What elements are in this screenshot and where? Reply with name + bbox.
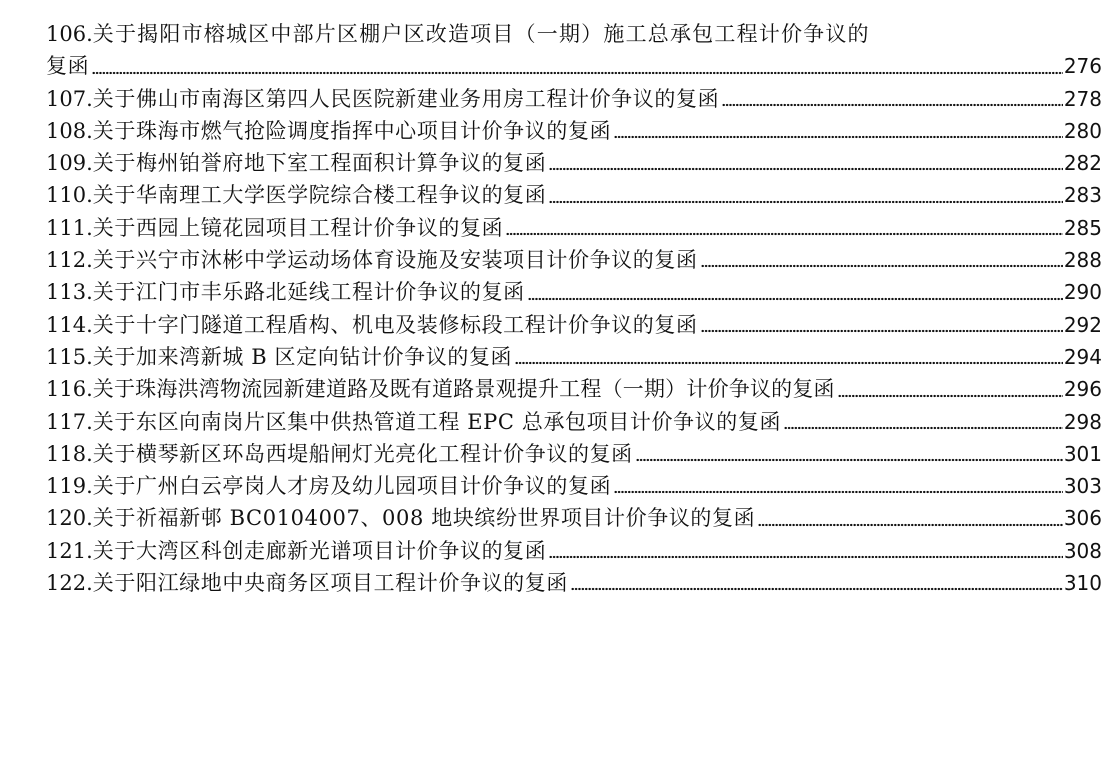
toc-entry-title: 关于江门市丰乐路北延线工程计价争议的复函 [92,280,525,305]
dot-leader [701,264,1063,268]
toc-page-number: 306 [1063,506,1102,531]
toc-entry-116[interactable] [46,373,1102,405]
toc-page-number: 290 [1063,280,1102,305]
toc-entry-number: 118. [46,441,93,466]
toc-entry-121[interactable] [46,535,1102,567]
dot-leader [515,361,1063,365]
toc-entry-number: 119. [46,474,93,499]
toc-entry-title: 关于阳江绿地中央商务区项目工程计价争议的复函 [92,571,568,596]
toc-entry-title: 关于大湾区科创走廊新光谱项目计价争议的复函 [92,538,547,563]
toc-entry-113[interactable] [46,276,1102,308]
dot-leader [636,458,1063,462]
dot-leader [549,200,1062,204]
toc-entry-122[interactable] [46,567,1102,599]
toc-page-number: 310 [1063,571,1102,596]
dot-leader [549,167,1062,171]
toc-page-number: 288 [1063,248,1102,273]
toc-entry-title: 关于西园上镜花园项目工程计价争议的复函 [92,215,504,240]
toc-entry-number: 117. [46,409,93,434]
toc-entry-number: 122. [46,571,93,596]
toc-entry-title: 关于横琴新区环岛西堤船闸灯光亮化工程计价争议的复函 [92,441,633,466]
toc-entry-number: 116. [46,377,93,402]
toc-entry-title: 关于东区向南岗片区集中供热管道工程 EPC 总承包项目计价争议的复函 [92,409,782,434]
toc-entry-number: 113. [46,280,93,305]
dot-leader [838,394,1063,398]
dot-leader [528,297,1063,301]
dot-leader [506,232,1063,236]
toc-entry-111[interactable] [46,212,1102,244]
table-of-contents [46,18,1102,599]
toc-entry-114[interactable] [46,309,1102,341]
toc-entry-number: 110. [46,183,93,208]
dot-leader [549,555,1062,559]
toc-entry-number: 107. [46,86,93,111]
toc-entry-117[interactable] [46,406,1102,438]
toc-page-number: 301 [1063,441,1102,466]
toc-entry-120[interactable] [46,502,1102,534]
toc-page-number: 303 [1063,474,1102,499]
toc-entry-108[interactable] [46,115,1102,147]
dot-leader [758,523,1063,527]
dot-leader [614,490,1063,494]
toc-entry-title: 关于祈福新邨 BC0104007、008 地块缤纷世界项目计价争议的复函 [92,506,756,531]
toc-entry-title: 关于揭阳市榕城区中部片区棚户区改造项目（一期）施工总承包工程计价争议的 [92,22,870,46]
toc-entry-number: 115. [46,344,93,369]
toc-page-number: 278 [1063,86,1102,111]
toc-entry-115[interactable] [46,341,1102,373]
dot-leader [722,103,1063,107]
toc-entry-number: 121. [46,538,93,563]
dot-leader [701,329,1063,333]
dot-leader [784,426,1063,430]
toc-entry-title: 关于华南理工大学医学院综合楼工程争议的复函 [92,183,547,208]
toc-entry-title: 关于梅州铂誉府地下室工程面积计算争议的复函 [92,151,547,176]
dot-leader [614,135,1063,139]
toc-entry-title: 关于广州白云亭岗人才房及幼儿园项目计价争议的复函 [92,474,612,499]
toc-entry-title: 关于加来湾新城 B 区定向钻计价争议的复函 [92,344,513,369]
toc-entry-title: 关于十字门隧道工程盾构、机电及装修标段工程计价争议的复函 [92,312,698,337]
toc-entry-title: 关于佛山市南海区第四人民医院新建业务用房工程计价争议的复函 [92,86,720,111]
toc-entry-112[interactable] [46,244,1102,276]
toc-entry-title: 关于兴宁市沐彬中学运动场体育设施及安装项目计价争议的复函 [92,248,698,273]
toc-page-number: 276 [1063,54,1102,79]
toc-entry-number: 108. [46,118,93,143]
toc-entry-number: 114. [46,312,93,337]
toc-entry-106[interactable] [46,18,1102,83]
toc-entry-number: 111. [46,215,93,240]
toc-entry-first-line [46,18,1102,50]
toc-entry-number: 112. [46,248,93,273]
toc-entry-title: 关于珠海市燃气抢险调度指挥中心项目计价争议的复函 [92,118,612,143]
toc-page-number: 285 [1063,215,1102,240]
dot-leader [571,587,1063,591]
toc-entry-title-continued: 复函 [46,54,90,79]
toc-page-number: 292 [1063,312,1102,337]
toc-page-number: 298 [1063,409,1102,434]
toc-page-number: 283 [1063,183,1102,208]
toc-entry-110[interactable] [46,179,1102,211]
toc-entry-109[interactable] [46,147,1102,179]
toc-entry-119[interactable] [46,470,1102,502]
toc-entry-118[interactable] [46,438,1102,470]
toc-page-number: 280 [1063,118,1102,143]
dot-leader [92,71,1063,75]
toc-page-number: 282 [1063,151,1102,176]
toc-entry-number: 106. [46,22,93,46]
toc-entry-107[interactable] [46,83,1102,115]
toc-page-number: 308 [1063,538,1102,563]
toc-page-number: 294 [1063,344,1102,369]
toc-entry-title: 关于珠海洪湾物流园新建道路及既有道路景观提升工程（一期）计价争议的复函 [92,377,835,402]
toc-entry-number: 120. [46,506,93,531]
toc-entry-number: 109. [46,151,93,176]
toc-page-number: 296 [1063,377,1102,402]
